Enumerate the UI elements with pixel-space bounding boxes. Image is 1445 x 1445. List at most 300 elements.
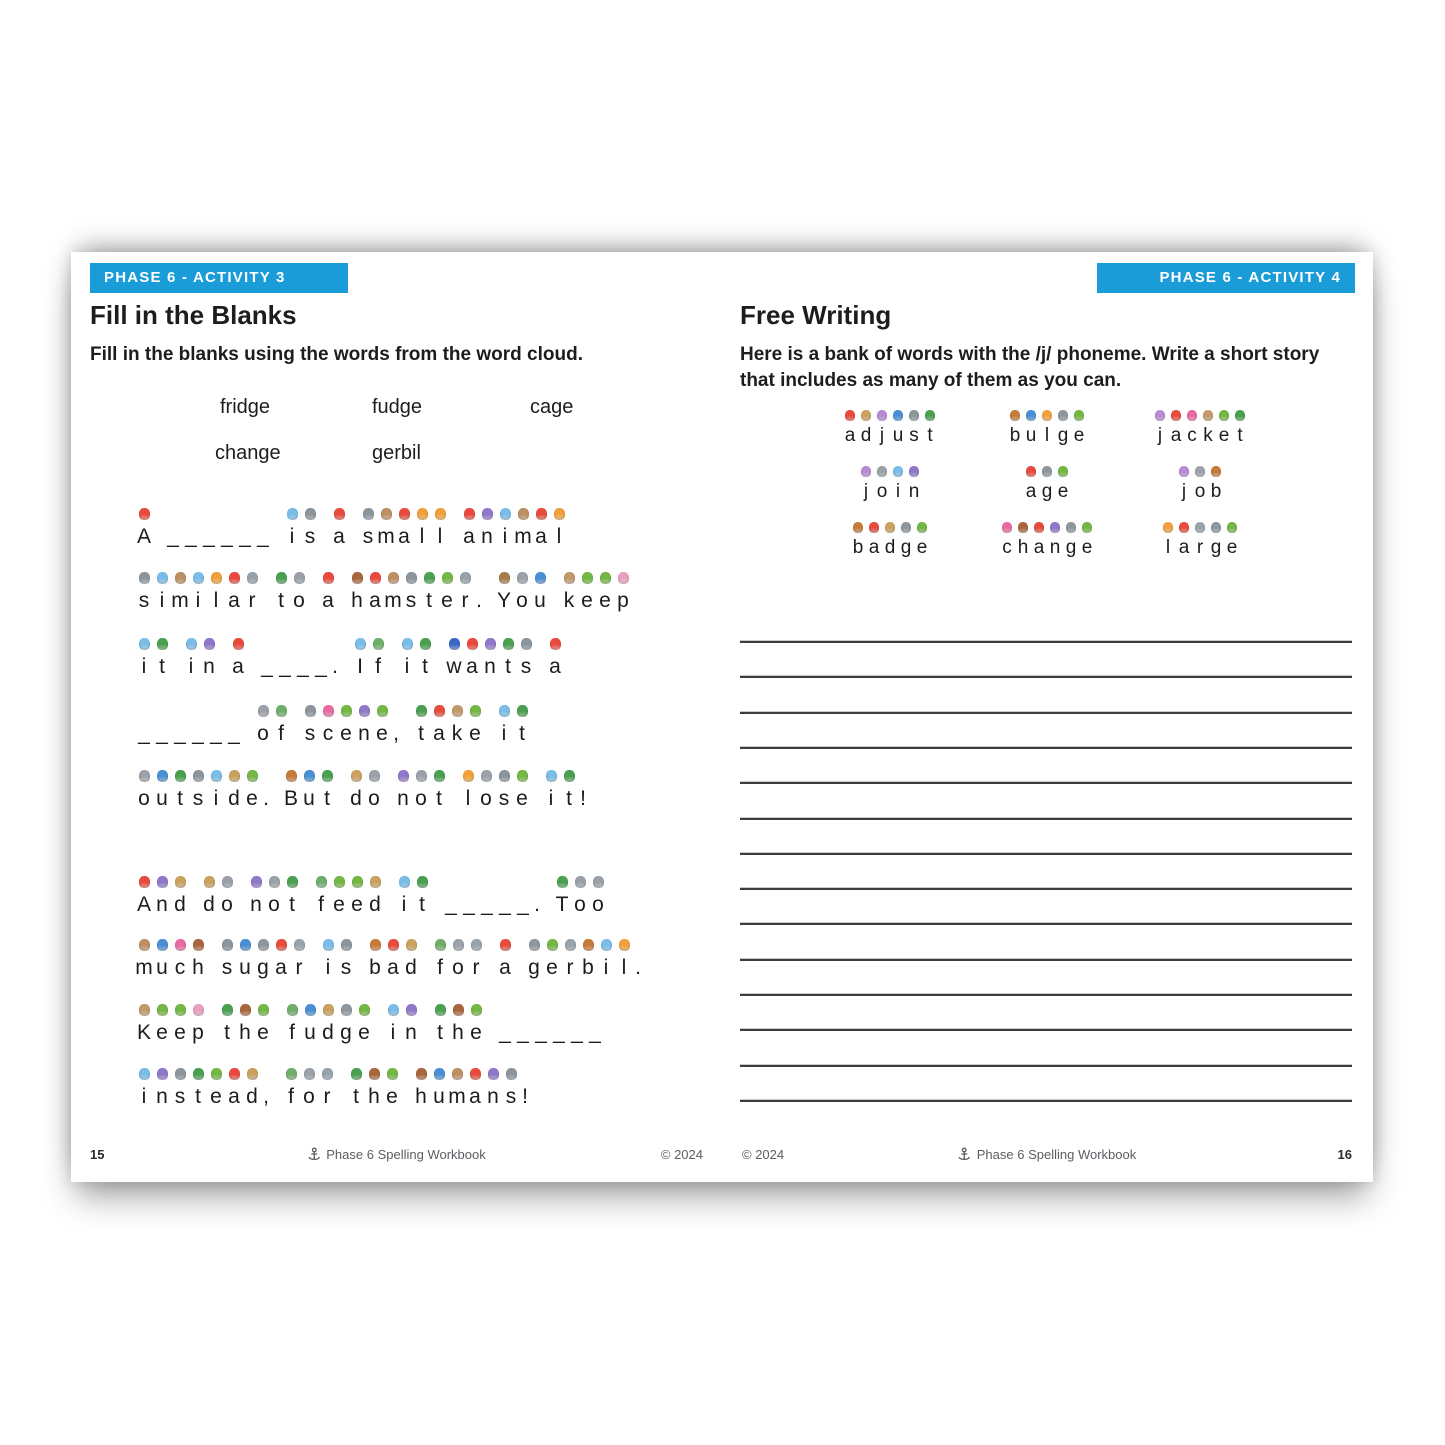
- story-letter: i: [159, 589, 165, 612]
- story-letter: _: [239, 525, 251, 548]
- letter-cell: [135, 939, 153, 980]
- letter-cell: [200, 638, 218, 679]
- story-letter: e: [351, 893, 363, 916]
- phoneme-icon: [139, 508, 150, 520]
- phoneme-icon: [286, 770, 297, 782]
- story-letter: _: [174, 722, 186, 745]
- phoneme-icon: [1211, 522, 1221, 533]
- story-letter: e: [599, 589, 611, 612]
- letter-cell: [496, 939, 514, 980]
- story-letter: l: [213, 589, 219, 612]
- phoneme-icon: [1195, 466, 1205, 477]
- letter-cell: [478, 876, 496, 917]
- story-letter: _: [499, 1021, 511, 1044]
- story-letter: u: [433, 1085, 445, 1108]
- phoneme-icon: [175, 572, 186, 584]
- story-letter: p: [617, 589, 629, 612]
- word-bank-item: [1007, 410, 1087, 447]
- story-letter: i: [289, 525, 295, 548]
- story-letter: a: [228, 589, 240, 612]
- phoneme-icon: [593, 876, 604, 888]
- letter-cell: [153, 1004, 171, 1045]
- story-letter: e: [156, 1021, 168, 1044]
- word-cloud-word: fridge: [220, 396, 271, 418]
- letter-cell: [496, 1004, 514, 1045]
- right-page-title: Free Writing: [740, 300, 892, 330]
- letter-cell: [413, 876, 431, 917]
- letter-cell: [153, 638, 171, 679]
- phoneme-icon: [247, 770, 258, 782]
- letter-cell: [1216, 410, 1232, 447]
- story-letter: e: [1057, 481, 1069, 502]
- letter-cell: [1047, 522, 1063, 559]
- story-letter: a: [868, 537, 880, 558]
- story-letter: a: [433, 722, 445, 745]
- story-letter: g: [1065, 537, 1077, 558]
- story-letter: _: [167, 525, 179, 548]
- letter-cell: [438, 572, 456, 613]
- letter-cell: [254, 705, 272, 746]
- letter-cell: [171, 939, 189, 980]
- letter-cell: [484, 1068, 502, 1109]
- story-letter: i: [325, 956, 331, 979]
- phoneme-icon: [175, 1068, 186, 1080]
- story-letter: e: [441, 589, 453, 612]
- letter-cell: [189, 939, 207, 980]
- story-letter: o: [480, 787, 492, 810]
- story-letter: !: [580, 787, 586, 810]
- story-letter: i: [895, 481, 901, 502]
- phoneme-icon: [424, 572, 435, 584]
- story-letter: _: [192, 722, 204, 745]
- word-bank-cell: [1115, 466, 1285, 503]
- story-letter: o: [221, 893, 233, 916]
- letter-cell: [1232, 410, 1248, 447]
- story-letter: s: [138, 589, 150, 612]
- phoneme-icon: [1203, 410, 1213, 421]
- letter-cell: [999, 522, 1015, 559]
- phoneme-icon: [488, 1068, 499, 1080]
- story-letter: e: [1073, 425, 1085, 446]
- story-letter: t: [436, 787, 442, 810]
- story-letter: _: [156, 722, 168, 745]
- letter-cell: [466, 1068, 484, 1109]
- letter-cell: [1055, 466, 1071, 503]
- story-letter: e: [358, 1021, 370, 1044]
- story-letter: i: [501, 722, 507, 745]
- story-letter: g: [340, 1021, 352, 1044]
- story-letter: f: [375, 655, 381, 678]
- footer-workbook: [958, 1147, 1136, 1162]
- story-letter: c: [322, 722, 334, 745]
- letter-cell: [514, 508, 532, 549]
- story-letter: i: [401, 893, 407, 916]
- story-letter: e: [916, 537, 928, 558]
- story-letter: h: [1017, 537, 1029, 558]
- letter-cell: [514, 1004, 532, 1045]
- story-letter: h: [415, 1085, 427, 1108]
- phoneme-icon: [517, 705, 528, 717]
- phoneme-icon: [845, 410, 855, 421]
- phoneme-icon: [453, 1004, 464, 1016]
- story-letter: s: [498, 787, 510, 810]
- phoneme-icon: [1058, 410, 1068, 421]
- letter-cell: [449, 1004, 467, 1045]
- story-letter: s: [520, 655, 532, 678]
- letter-cell: [319, 572, 337, 613]
- phoneme-icon: [341, 705, 352, 717]
- phoneme-icon: [276, 572, 287, 584]
- phoneme-icon: [499, 770, 510, 782]
- story-letter: t: [278, 589, 284, 612]
- phoneme-icon: [518, 508, 529, 520]
- story-letter: h: [452, 1021, 464, 1044]
- word-bank-cell: [1115, 410, 1285, 447]
- story-letter: .: [635, 956, 641, 979]
- phoneme-icon: [229, 1068, 240, 1080]
- phoneme-icon: [434, 705, 445, 717]
- story-letter: a: [387, 956, 399, 979]
- letter-cell: [1208, 466, 1224, 503]
- phoneme-icon: [463, 770, 474, 782]
- letter-cell: [218, 508, 236, 549]
- phoneme-icon: [193, 770, 204, 782]
- letter-cell: [348, 876, 366, 917]
- phoneme-icon: [521, 638, 532, 650]
- letter-cell: [1023, 410, 1039, 447]
- story-letter: l: [465, 787, 471, 810]
- story-letter: s: [304, 525, 316, 548]
- story-letter: g: [1057, 425, 1069, 446]
- letter-cell: [207, 705, 225, 746]
- letter-cell: [384, 1004, 402, 1045]
- phoneme-icon: [901, 522, 911, 533]
- phoneme-icon: [287, 508, 298, 520]
- story-letter: r: [472, 956, 480, 979]
- right-footer: [742, 1144, 1352, 1164]
- story-letter: r: [248, 589, 256, 612]
- story-letter: u: [239, 956, 251, 979]
- letter-cell: [272, 939, 290, 980]
- story-letter: t: [224, 1021, 230, 1044]
- story-line: [135, 1063, 530, 1109]
- letter-cell: [850, 522, 866, 559]
- letter-cell: [254, 939, 272, 980]
- phoneme-icon: [485, 638, 496, 650]
- letter-cell: [874, 410, 890, 447]
- phoneme-icon: [240, 939, 251, 951]
- story-letter: a: [499, 956, 511, 979]
- story-letter: g: [1210, 537, 1222, 558]
- letter-cell: [153, 770, 171, 811]
- story-letter: ,: [393, 722, 399, 745]
- phoneme-icon: [211, 572, 222, 584]
- phoneme-icon: [1066, 522, 1076, 533]
- story-letter: r: [323, 1085, 331, 1108]
- story-letter: B: [283, 787, 298, 810]
- letter-cell: [398, 638, 416, 679]
- letter-cell: [337, 939, 355, 980]
- story-letter: e: [470, 1021, 482, 1044]
- phoneme-icon: [1171, 410, 1181, 421]
- phoneme-icon: [1026, 466, 1036, 477]
- letter-cell: [135, 1068, 153, 1109]
- letter-cell: [171, 770, 189, 811]
- letter-cell: [898, 522, 914, 559]
- letter-cell: [1063, 522, 1079, 559]
- story-letter: d: [369, 893, 381, 916]
- phoneme-icon: [925, 410, 935, 421]
- copyright: © 2024: [742, 1146, 785, 1162]
- letter-cell: [330, 508, 348, 549]
- phoneme-icon: [323, 939, 334, 951]
- letter-cell: [467, 1004, 485, 1045]
- letter-cell: [542, 770, 560, 811]
- story-letter: w: [446, 655, 462, 678]
- footer-workbook-label: Phase 6 Spelling Workbook: [326, 1146, 486, 1162]
- phoneme-icon: [139, 770, 150, 782]
- activity-banner-right: [1097, 263, 1355, 293]
- letter-cell: [355, 1004, 373, 1045]
- story-letter: k: [563, 589, 575, 612]
- letter-cell: [561, 939, 579, 980]
- story-letter: f: [278, 722, 284, 745]
- word-bank-cell: [805, 466, 975, 503]
- letter-cell: [882, 522, 898, 559]
- writing-line: [740, 640, 1352, 643]
- phoneme-icon: [529, 939, 540, 951]
- phoneme-icon: [247, 572, 258, 584]
- letter-cell: [858, 466, 874, 503]
- story-letter: _: [535, 1021, 547, 1044]
- letter-cell: [207, 572, 225, 613]
- story-letter: u: [303, 787, 315, 810]
- letter-cell: [460, 508, 478, 549]
- story-letter: e: [469, 722, 481, 745]
- story-letter: t: [353, 1085, 359, 1108]
- writing-line: [740, 746, 1352, 749]
- phoneme-icon: [452, 1068, 463, 1080]
- story-letter: a: [463, 525, 475, 548]
- story-letter: t: [289, 893, 295, 916]
- story-letter: o: [268, 893, 280, 916]
- story-letter: a: [228, 1085, 240, 1108]
- letter-cell: [254, 508, 272, 549]
- story-letter: f: [288, 1085, 294, 1108]
- letter-cell: [283, 508, 301, 549]
- story-letter: c: [174, 956, 186, 979]
- phoneme-icon: [618, 572, 629, 584]
- story-letter: _: [517, 893, 529, 916]
- story-letter: u: [156, 787, 168, 810]
- phoneme-icon: [322, 1068, 333, 1080]
- letter-cell: [265, 876, 283, 917]
- phoneme-icon: [575, 876, 586, 888]
- story-letter: s: [909, 425, 919, 446]
- story-letter: f: [289, 1021, 295, 1044]
- story-letter: _: [138, 722, 150, 745]
- phoneme-icon: [322, 770, 333, 782]
- letter-cell: [420, 572, 438, 613]
- story-letter: c: [1187, 425, 1197, 446]
- story-letter: l: [1165, 537, 1171, 558]
- letter-cell: [290, 572, 308, 613]
- phoneme-icon: [276, 705, 287, 717]
- phoneme-icon: [470, 705, 481, 717]
- story-letter: j: [1157, 425, 1163, 446]
- phoneme-icon: [369, 1068, 380, 1080]
- letter-cell: [495, 705, 513, 746]
- phoneme-icon: [1042, 410, 1052, 421]
- story-letter: f: [437, 956, 443, 979]
- letter-cell: [377, 508, 395, 549]
- story-letter: a: [844, 425, 856, 446]
- phoneme-icon: [294, 572, 305, 584]
- letter-cell: [294, 638, 312, 679]
- phoneme-icon: [600, 572, 611, 584]
- letter-cell: [236, 508, 254, 549]
- letter-cell: [218, 939, 236, 980]
- story-letter: I: [357, 655, 363, 678]
- phoneme-icon: [453, 939, 464, 951]
- story-letter: _: [571, 1021, 583, 1044]
- phoneme-icon: [139, 1004, 150, 1016]
- phoneme-icon: [506, 1068, 517, 1080]
- phoneme-icon: [157, 1068, 168, 1080]
- story-letter: a: [232, 655, 244, 678]
- story-letter: o: [876, 481, 888, 502]
- story-letter: _: [481, 893, 493, 916]
- story-letter: m: [171, 589, 189, 612]
- story-letter: t: [422, 655, 428, 678]
- story-line: [135, 633, 564, 679]
- letter-cell: [366, 572, 384, 613]
- phoneme-icon: [399, 508, 410, 520]
- story-letter: Y: [496, 589, 511, 612]
- story-letter: r: [1196, 537, 1204, 558]
- letter-cell: [135, 508, 153, 549]
- phoneme-icon: [287, 1004, 298, 1016]
- phoneme-icon: [564, 770, 575, 782]
- story-letter: u: [304, 1021, 316, 1044]
- phoneme-icon: [388, 1004, 399, 1016]
- phoneme-icon: [464, 508, 475, 520]
- phoneme-icon: [269, 876, 280, 888]
- phoneme-icon: [323, 1004, 334, 1016]
- story-line: [135, 765, 588, 811]
- letter-cell: [1224, 522, 1240, 559]
- letter-cell: [365, 770, 383, 811]
- anchor-icon: [307, 1147, 320, 1162]
- phoneme-icon: [547, 939, 558, 951]
- phoneme-icon: [861, 410, 871, 421]
- phoneme-icon: [139, 939, 150, 951]
- phoneme-icon: [211, 1068, 222, 1080]
- letter-cell: [1192, 522, 1208, 559]
- letter-cell: [373, 705, 391, 746]
- story-letter: m: [135, 956, 153, 979]
- phoneme-icon: [449, 638, 460, 650]
- phoneme-icon: [1227, 522, 1237, 533]
- story-letter: o: [1194, 481, 1206, 502]
- story-letter: a: [1170, 425, 1182, 446]
- word-bank-cell: [962, 522, 1132, 559]
- story-letter: _: [257, 525, 269, 548]
- letter-cell: [153, 1068, 171, 1109]
- letter-cell: [520, 1068, 530, 1109]
- letter-cell: [283, 1004, 301, 1045]
- writing-line: [740, 1064, 1352, 1067]
- letter-cell: [347, 770, 365, 811]
- story-letter: e: [333, 893, 345, 916]
- phoneme-icon: [369, 770, 380, 782]
- letter-cell: [236, 1004, 254, 1045]
- story-letter: n: [481, 525, 493, 548]
- letter-cell: [596, 572, 614, 613]
- story-letter: T: [555, 893, 569, 916]
- story-letter: t: [418, 722, 424, 745]
- letter-cell: [430, 770, 448, 811]
- letter-cell: [463, 638, 481, 679]
- phoneme-icon: [334, 876, 345, 888]
- phoneme-icon: [222, 876, 233, 888]
- phoneme-icon: [550, 638, 561, 650]
- story-letter: a: [1025, 481, 1037, 502]
- letter-cell: [348, 572, 366, 613]
- story-letter: r: [295, 956, 303, 979]
- phoneme-icon: [258, 939, 269, 951]
- word-bank-cell: [962, 410, 1132, 447]
- letter-cell: [189, 705, 207, 746]
- phoneme-icon: [359, 705, 370, 717]
- phoneme-icon: [1002, 522, 1012, 533]
- phoneme-icon: [1179, 522, 1189, 533]
- story-letter: h: [351, 589, 363, 612]
- phoneme-icon: [583, 939, 594, 951]
- story-letter: _: [261, 655, 273, 678]
- word-bank-item: [1152, 410, 1248, 447]
- letter-cell: [445, 638, 463, 679]
- letter-cell: [171, 1004, 189, 1045]
- story-letter: d: [322, 1021, 334, 1044]
- story-letter: h: [192, 956, 204, 979]
- story-letter: t: [437, 1021, 443, 1044]
- story-letter: u: [534, 589, 546, 612]
- story-letter: o: [516, 589, 528, 612]
- letter-cell: [550, 508, 568, 549]
- letter-cell: [495, 572, 513, 613]
- story-letter: b: [369, 956, 381, 979]
- phoneme-icon: [417, 508, 428, 520]
- letter-cell: [531, 572, 549, 613]
- letter-cell: [1208, 522, 1224, 559]
- story-line: [135, 567, 632, 613]
- story-letter: t: [505, 655, 511, 678]
- story-letter: e: [174, 1021, 186, 1044]
- phoneme-icon: [1058, 466, 1068, 477]
- story-letter: e: [581, 589, 593, 612]
- letter-cell: [402, 1004, 420, 1045]
- writing-line: [740, 1099, 1352, 1102]
- story-letter: _: [445, 893, 457, 916]
- story-letter: a: [369, 589, 381, 612]
- letter-cell: [466, 705, 484, 746]
- letter-cell: [1160, 522, 1176, 559]
- story-letter: i: [390, 1021, 396, 1044]
- story-letter: s: [340, 956, 352, 979]
- story-letter: b: [1210, 481, 1222, 502]
- story-letter: i: [188, 655, 194, 678]
